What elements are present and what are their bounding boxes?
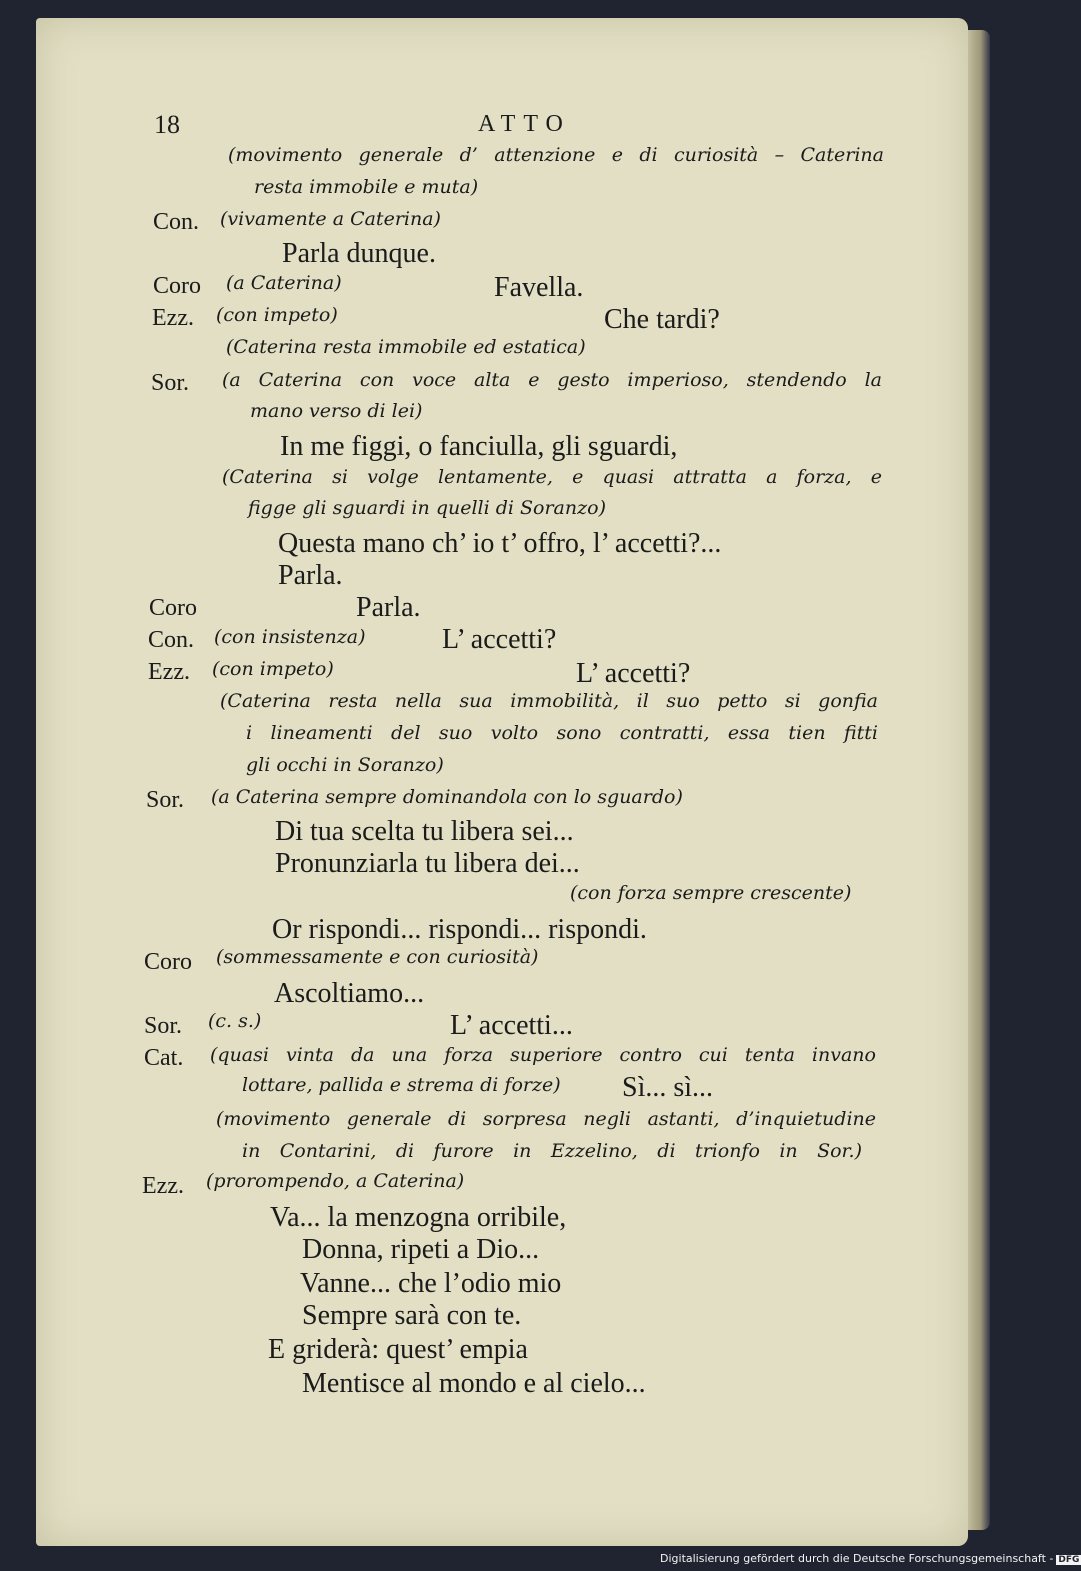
stage-direction: (sommessamente e con curiosità) [216, 946, 539, 968]
stage-direction: (movimento generale d’ attenzione e di curiosità – Caterina [228, 144, 884, 166]
stage-direction: (a Caterina con voce alta e gesto imperioso, stendendo la [222, 369, 882, 391]
verse-line: E griderà: quest’ empia [268, 1334, 528, 1365]
verse-line: Parla. [356, 592, 421, 623]
verse-line: Sempre sarà con te. [302, 1300, 522, 1331]
verse-line: Favella. [494, 272, 584, 303]
stage-direction: (a Caterina) [226, 272, 342, 294]
stage-direction: in Contarini, di furore in Ezzelino, di trionfo in Sor.) [242, 1140, 862, 1162]
digitization-credit [660, 1552, 1080, 1568]
stage-direction: (prorompendo, a Caterina) [206, 1170, 465, 1192]
verse-line: Parla. [278, 560, 343, 591]
page-edge [966, 30, 990, 1530]
stage-direction: (vivamente a Caterina) [220, 208, 441, 230]
verse-line: L’ accetti? [576, 658, 691, 689]
verse-line: Or rispondi... rispondi... rispondi. [272, 914, 647, 945]
stage-direction: (con forza sempre crescente) [570, 882, 852, 904]
speaker-ezz: Ezz. [148, 659, 190, 685]
running-header: ATTO [478, 111, 571, 137]
stage-direction: resta immobile e muta) [254, 176, 479, 198]
credit-text: Digitalisierung gefördert durch die Deutsche Forschungsgemeinschaft - [660, 1552, 1054, 1565]
stage-direction: i lineamenti del suo volto sono contratti, essa tien fitti [246, 722, 878, 744]
speaker-con: Con. [148, 627, 195, 653]
verse-line: Va... la menzogna orribile, [270, 1202, 567, 1233]
speaker-label: Con. [153, 209, 200, 235]
verse-line: Mentisce al mondo e al cielo... [302, 1368, 646, 1399]
verse-line: In me figgi, o fanciulla, gli sguardi, [280, 431, 678, 462]
speaker-ezz: Ezz. [142, 1173, 184, 1199]
stage-direction: gli occhi in Soranzo) [246, 754, 444, 776]
stage-direction: (movimento generale di sorpresa negli astanti, d’inquietudine [216, 1108, 876, 1130]
verse-line: L’ accetti? [442, 624, 557, 655]
speaker-cat: Cat. [144, 1045, 184, 1071]
verse-line: Parla dunque. [282, 238, 436, 269]
speaker-coro: Coro [153, 273, 201, 299]
stage-direction: (con insistenza) [214, 626, 366, 648]
verse-line: Vanne... che l’odio mio [300, 1268, 562, 1299]
speaker-sor: Sor. [146, 787, 185, 813]
verse-line: Di tua scelta tu libera sei... [275, 816, 574, 847]
page-number: 18 [154, 110, 180, 139]
verse-line: Questa mano ch’ io t’ offro, l’ accetti?... [278, 528, 722, 559]
verse-line: Ascoltiamo... [274, 978, 425, 1009]
stage-direction: (Caterina resta nella sua immobilità, il suo petto si gonfia [220, 690, 878, 712]
verse-line: Pronunziarla tu libera dei... [275, 848, 580, 879]
stage-direction: (quasi vinta da una forza superiore contro cui tenta invano [210, 1044, 876, 1066]
dfg-logo: DFG [1058, 1555, 1080, 1565]
speaker-sor: Sor. [151, 370, 190, 396]
speaker-ezz: Ezz. [152, 305, 194, 331]
stage-direction: lottare, pallida e strema di forze) [242, 1074, 561, 1096]
stage-direction: mano verso di lei) [250, 400, 423, 422]
stage-direction: figge gli sguardi in quelli di Soranzo) [248, 497, 606, 519]
verse-line: L’ accetti... [450, 1010, 573, 1041]
verse-line: Sì... sì... [622, 1072, 714, 1103]
speaker-sor: Sor. [144, 1013, 183, 1039]
stage-direction: (con impeto) [216, 304, 338, 326]
speaker-coro: Coro [149, 595, 197, 621]
verse-line: Che tardi? [604, 304, 720, 335]
stage-direction: (Caterina resta immobile ed estatica) [226, 336, 586, 358]
verse-line: Donna, ripeti a Dio... [302, 1234, 540, 1265]
stage-direction: (con impeto) [212, 658, 334, 680]
speaker-coro: Coro [144, 949, 192, 975]
book-page [36, 18, 968, 1546]
stage-direction: (c. s.) [208, 1010, 262, 1032]
speaker-con [153, 210, 199, 234]
stage-direction: (a Caterina sempre dominandola con lo sguardo) [211, 786, 683, 808]
stage-direction: (Caterina si volge lentamente, e quasi attratta a forza, e [222, 466, 882, 488]
